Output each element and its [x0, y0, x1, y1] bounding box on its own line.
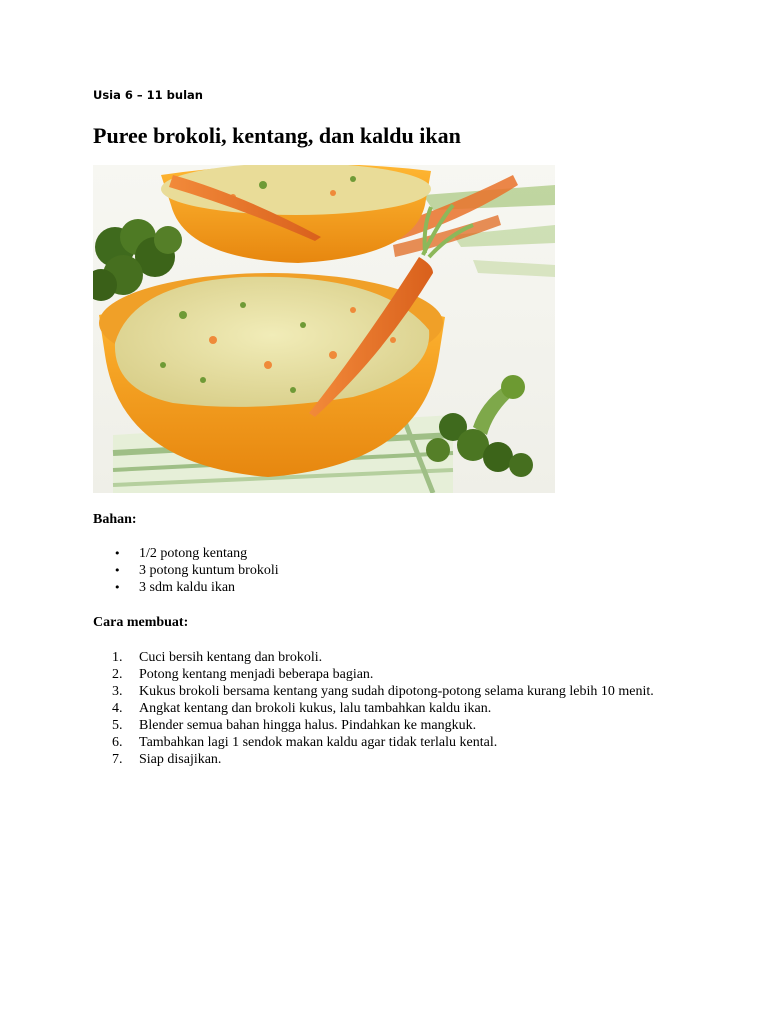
step-number: 5. [112, 718, 123, 733]
step-text: Blender semua bahan hingga halus. Pindahkan ke mangkuk. [139, 718, 477, 733]
step-text: Tambahkan lagi 1 sendok makan kaldu agar tidak terlalu kental. [139, 735, 498, 750]
recipe-photo [93, 165, 555, 493]
step-text: Kukus brokoli bersama kentang yang sudah dipotong-potong selama kurang lebih 10 menit. [139, 684, 654, 699]
bullet-marker: • [114, 581, 121, 594]
step-text: Siap disajikan. [139, 752, 222, 767]
list-item [93, 683, 683, 700]
ingredient-text: 1/2 potong kentang [139, 546, 248, 561]
step-text: Potong kentang menjadi beberapa bagian. [139, 667, 374, 682]
page-title: Puree brokoli, kentang, dan kaldu ikan [93, 123, 461, 148]
step-number: 1. [112, 650, 123, 665]
step-number: 6. [112, 735, 123, 750]
list-item [93, 734, 683, 751]
bullet-marker: • [114, 547, 121, 560]
step-number: 3. [112, 684, 123, 699]
list-item [93, 717, 683, 734]
step-number: 2. [112, 667, 123, 682]
bullet-marker: • [114, 564, 121, 577]
ingredient-text: 3 potong kuntum brokoli [139, 563, 279, 578]
age-label: Usia 6 – 11 bulan [93, 88, 203, 102]
step-text: Cuci bersih kentang dan brokoli. [139, 650, 323, 665]
ingredients-list [93, 545, 653, 596]
list-item [93, 545, 653, 562]
step-number: 7. [112, 752, 123, 767]
method-heading: Cara membuat: [93, 615, 189, 630]
list-item [93, 666, 683, 683]
method-steps [93, 649, 683, 768]
list-item [93, 579, 653, 596]
list-item [93, 649, 683, 666]
ingredients-heading: Bahan: [93, 512, 137, 527]
list-item [93, 751, 683, 768]
step-number: 4. [112, 701, 123, 716]
list-item [93, 700, 683, 717]
list-item [93, 562, 653, 579]
step-text: Angkat kentang dan brokoli kukus, lalu tambahkan kaldu ikan. [139, 701, 492, 716]
ingredient-text: 3 sdm kaldu ikan [139, 580, 236, 595]
